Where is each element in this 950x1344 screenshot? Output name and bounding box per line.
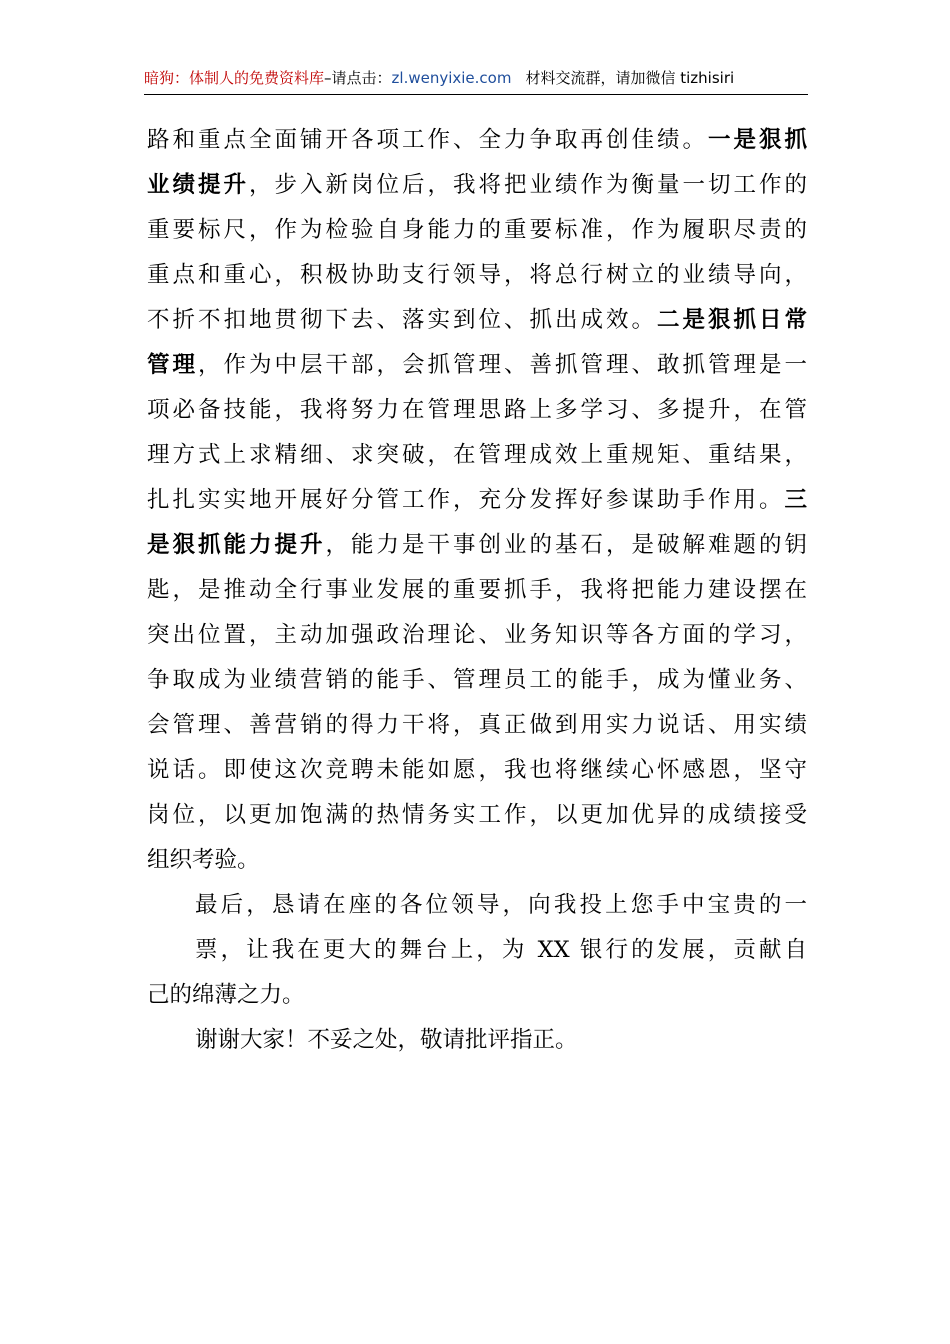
bold-text-segment: 二是狠抓日常 <box>656 307 807 333</box>
text-segment: 突出位置，主动加强政治理论、业务知识等各方面的学习， <box>147 622 807 648</box>
text-segment: 重点和重心，积极协助支行领导，将总行树立的业绩导向， <box>147 262 807 288</box>
text-segment: 岗位，以更加饱满的热情务实工作，以更加优异的成绩接受 <box>147 802 807 828</box>
header-site-link[interactable]: zl.wenyixie.com <box>391 69 512 87</box>
text-line <box>147 388 807 433</box>
text-line <box>147 208 807 253</box>
text-line <box>147 793 807 838</box>
text-segment: 不折不扣地贯彻下去、落实到位、抓出成效。 <box>147 307 657 333</box>
text-segment: 己的绵薄之力。 <box>147 982 305 1008</box>
text-line <box>147 118 807 163</box>
text-segment: 扎扎实实地开展好分管工作，充分发挥好参谋助手作用。 <box>147 487 785 513</box>
text-line <box>147 928 807 973</box>
text-line <box>147 478 807 523</box>
text-segment: 项必备技能，我将努力在管理思路上多学习、多提升，在管 <box>147 397 807 423</box>
text-segment: 路和重点全面铺开各项工作、全力争取再创佳绩。 <box>147 127 708 153</box>
text-line <box>147 343 807 388</box>
bold-text-segment: 业绩提升 <box>147 172 249 198</box>
text-segment: 票，让我在更大的舞台上，为 XX 银行的发展，贡献自 <box>195 937 807 963</box>
page-header <box>144 62 808 95</box>
text-line <box>147 703 807 748</box>
bold-text-segment: 一是狠抓 <box>707 127 807 153</box>
text-line <box>147 973 807 1018</box>
header-prompt: –请点击： <box>324 69 392 87</box>
text-line <box>147 658 807 703</box>
text-line <box>147 433 807 478</box>
text-line <box>147 838 807 883</box>
text-line <box>147 748 807 793</box>
text-segment: 组织考验。 <box>147 847 260 873</box>
header-wechat-note: 材料交流群，请加微信 tizhisiri <box>525 69 735 87</box>
text-segment: 争取成为业绩营销的能手、管理员工的能手，成为懂业务、 <box>147 667 807 693</box>
bold-text-segment: 管理 <box>147 352 198 378</box>
bold-text-segment: 三 <box>784 487 807 513</box>
bold-text-segment: 是狠抓能力提升 <box>147 532 326 558</box>
text-segment: 最后，恳请在座的各位领导，向我投上您手中宝贵的一 <box>195 892 807 918</box>
text-segment: ，作为中层干部，会抓管理、善抓管理、敢抓管理是一 <box>198 352 807 378</box>
text-segment: ，能力是干事创业的基石，是破解难题的钥 <box>325 532 807 558</box>
text-line <box>147 253 807 298</box>
text-line <box>147 163 807 208</box>
text-line <box>147 883 807 928</box>
text-segment: 谢谢大家！不妥之处，敬请批评指正。 <box>195 1027 578 1053</box>
text-line <box>147 523 807 568</box>
text-line <box>147 568 807 613</box>
text-segment: 理方式上求精细、求突破，在管理成效上重规矩、重结果， <box>147 442 807 468</box>
text-line <box>147 298 807 343</box>
text-segment: ，步入新岗位后，我将把业绩作为衡量一切工作的 <box>249 172 807 198</box>
text-segment: 说话。即使这次竞聘未能如愿，我也将继续心怀感恩，坚守 <box>147 757 807 783</box>
text-line <box>147 1018 807 1063</box>
document-body <box>147 118 807 1063</box>
text-segment: 会管理、善营销的得力干将，真正做到用实力说话、用实绩 <box>147 712 807 738</box>
text-line <box>147 613 807 658</box>
header-brand: 暗狗：体制人的免费资料库 <box>144 69 325 87</box>
text-segment: 重要标尺，作为检验自身能力的重要标准，作为履职尽责的 <box>147 217 807 243</box>
text-segment: 匙，是推动全行事业发展的重要抓手，我将把能力建设摆在 <box>147 577 807 603</box>
